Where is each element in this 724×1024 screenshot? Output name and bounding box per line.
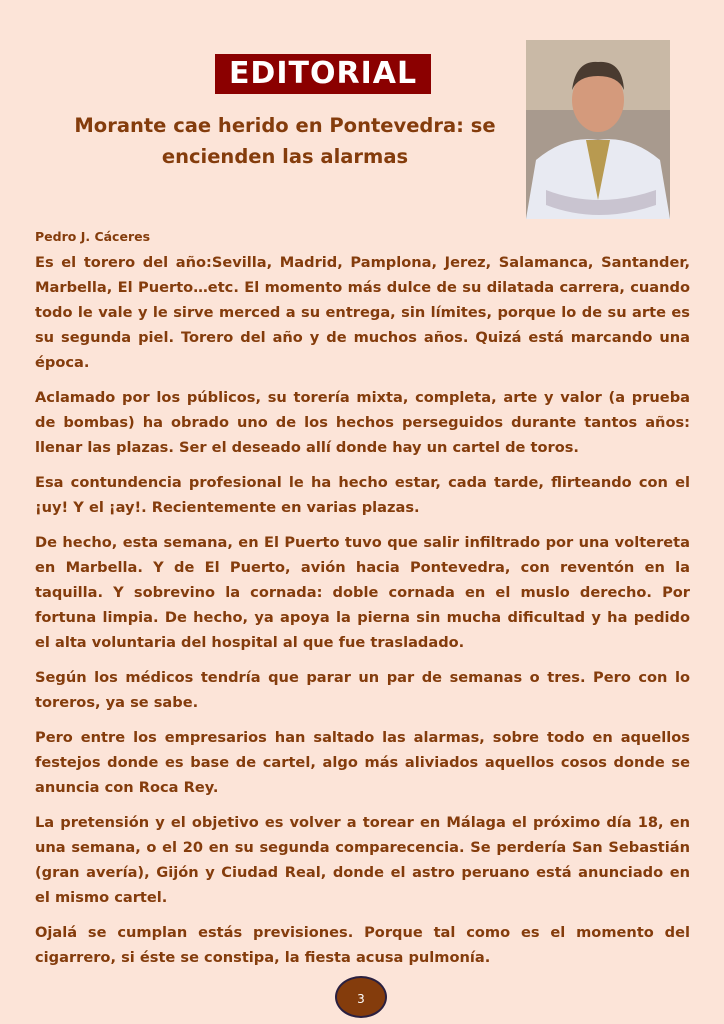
paragraph: Esa contundencia profesional le ha hecho estar, cada tarde, flirteando con el ¡uy! Y el ¡ay!. Recientemente en varias plazas. (35, 474, 690, 516)
paragraph: Ojalá se cumplan estás previsiones. Porque tal como es el momento del cigarrero, si éste se constipa, la fiesta acusa pulmonía. (35, 924, 690, 966)
paragraph: Es el torero del año:Sevilla, Madrid, Pamplona, Jerez, Salamanca, Santander, Marbella, El Puerto…etc. El momento más dulce de su dilatada carrera, cuando todo le vale y le sirve merced a su entrega, sin límites, porque lo de su arte es su segunda piel. Torero del año y de muchos años. Quizá está marcando una época. (35, 254, 690, 371)
page-number: 3 (335, 976, 387, 1018)
headline: Morante cae herido en Pontevedra: se encienden las alarmas (74, 114, 496, 168)
paragraph: Pero entre los empresarios han saltado las alarmas, sobre todo en aquellos festejos donde es base de cartel, algo más aliviados aquellos cosos donde se anuncia con Roca Rey. (35, 729, 690, 796)
paragraph: La pretensión y el objetivo es volver a torear en Málaga el próximo día 18, en una semana, o el 20 en su segunda comparecencia. Se perdería San Sebastián (gran avería), Gijón y Ciudad Real, donde el astro peruano está anunciado en el mismo cartel. (35, 814, 690, 906)
section-label: EDITORIAL (215, 54, 431, 94)
paragraph: Según los médicos tendría que parar un par de semanas o tres. Pero con lo toreros, ya se sabe. (35, 669, 690, 711)
author-photo (526, 40, 670, 219)
article-body (35, 250, 690, 980)
author-byline: Pedro J. Cáceres (35, 229, 151, 244)
paragraph: Aclamado por los públicos, su torería mixta, completa, arte y valor (a prueba de bombas) ha obrado uno de los hechos perseguidos durante tantos años: llenar las plazas. Ser el deseado allí donde hay un cartel de toros. (35, 389, 690, 456)
paragraph: De hecho, esta semana, en El Puerto tuvo que salir infiltrado por una voltereta en Marbella. Y de El Puerto, avión hacia Pontevedra, con reventón en la taquilla. Y sobrevino la cornada: doble cornada en el muslo derecho. Por fortuna limpia. De hecho, ya apoya la pierna sin mucha dificultad y ha pedido el alta voluntaria del hospital al que fue trasladado. (35, 534, 690, 651)
